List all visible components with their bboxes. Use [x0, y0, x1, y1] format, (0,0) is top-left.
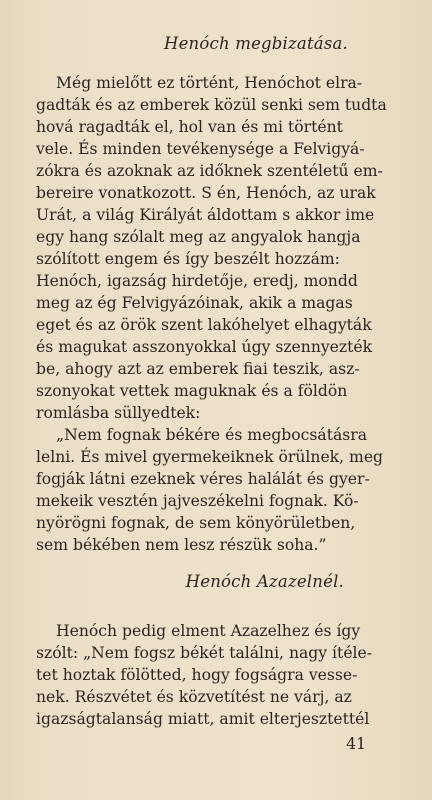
text-line: romlásba süllyedtek:	[36, 404, 201, 422]
text-line: eget és az örök szent lakóhelyet elhagyták	[36, 316, 372, 334]
text-line: Még mielőtt ez történt, Henóchot elra-	[56, 74, 363, 92]
text-line: nek. Részvétet és közvetítést ne várj, az	[36, 688, 352, 706]
text-line: lelni. És mivel gyermekeiknek örülnek, meg	[36, 448, 384, 466]
text-line: zókra és azoknak az időknek szentéletű em-	[36, 162, 383, 180]
text-line: igazságtalanság miatt, amit elterjesztettél	[36, 710, 370, 728]
text-line: vele. És minden tevékenysége a Felvigyá-	[36, 140, 365, 158]
running-header: Henóch megbizatása.	[164, 34, 348, 53]
text-line: mekeik vesztén jajveszékelni fognak. Kö-	[36, 492, 359, 510]
text-line: Urát, a világ Királyát áldottam s akkor ime	[36, 206, 375, 224]
text-line: nyörögni fognak, de sem könyörületben,	[36, 514, 356, 532]
text-line: fogják látni ezeknek véres halálát és gyer-	[36, 470, 370, 488]
text-line: egy hang szólalt meg az angyalok hangja	[36, 228, 361, 246]
text-line: bereire vonatkozott. S én, Henóch, az urak	[36, 184, 376, 202]
text-line: gadták és az emberek közül senki sem tudta	[36, 96, 387, 114]
paragraph-1	[36, 72, 408, 270]
text-line: Henóch, igazság hirdetője, eredj, mondd	[36, 272, 358, 290]
section-title: Henóch Azazelnél.	[185, 572, 344, 591]
text-line: be, ahogy azt az emberek fiai teszik, asz-	[36, 360, 360, 378]
text-line: és magukat asszonyokkal úgy szennyezték	[36, 338, 373, 356]
text-line: szólt: „Nem fogsz békét találni, nagy ítéle-	[36, 644, 373, 662]
page-number: 41	[346, 735, 366, 753]
text-line: szólított engem és így beszélt hozzám:	[36, 250, 340, 268]
text-line: tet hoztak fölötted, hogy fogságra vesse-	[36, 666, 358, 684]
paragraph-3	[36, 424, 408, 556]
paragraph-2	[36, 270, 408, 424]
text-line: szonyokat vettek maguknak és a földön	[36, 382, 348, 400]
text-line: meg az ég Felvigyázóinak, akik a magas	[36, 294, 353, 312]
text-line: Henóch pedig elment Azazelhez és így	[56, 622, 361, 640]
text-line: sem békében nem lesz részük soha.”	[36, 536, 327, 554]
paragraph-4	[36, 620, 408, 730]
text-line: hová ragadták el, hol van és mi történt	[36, 118, 343, 136]
text-line: „Nem fognak békére és megbocsátásra	[56, 426, 368, 444]
